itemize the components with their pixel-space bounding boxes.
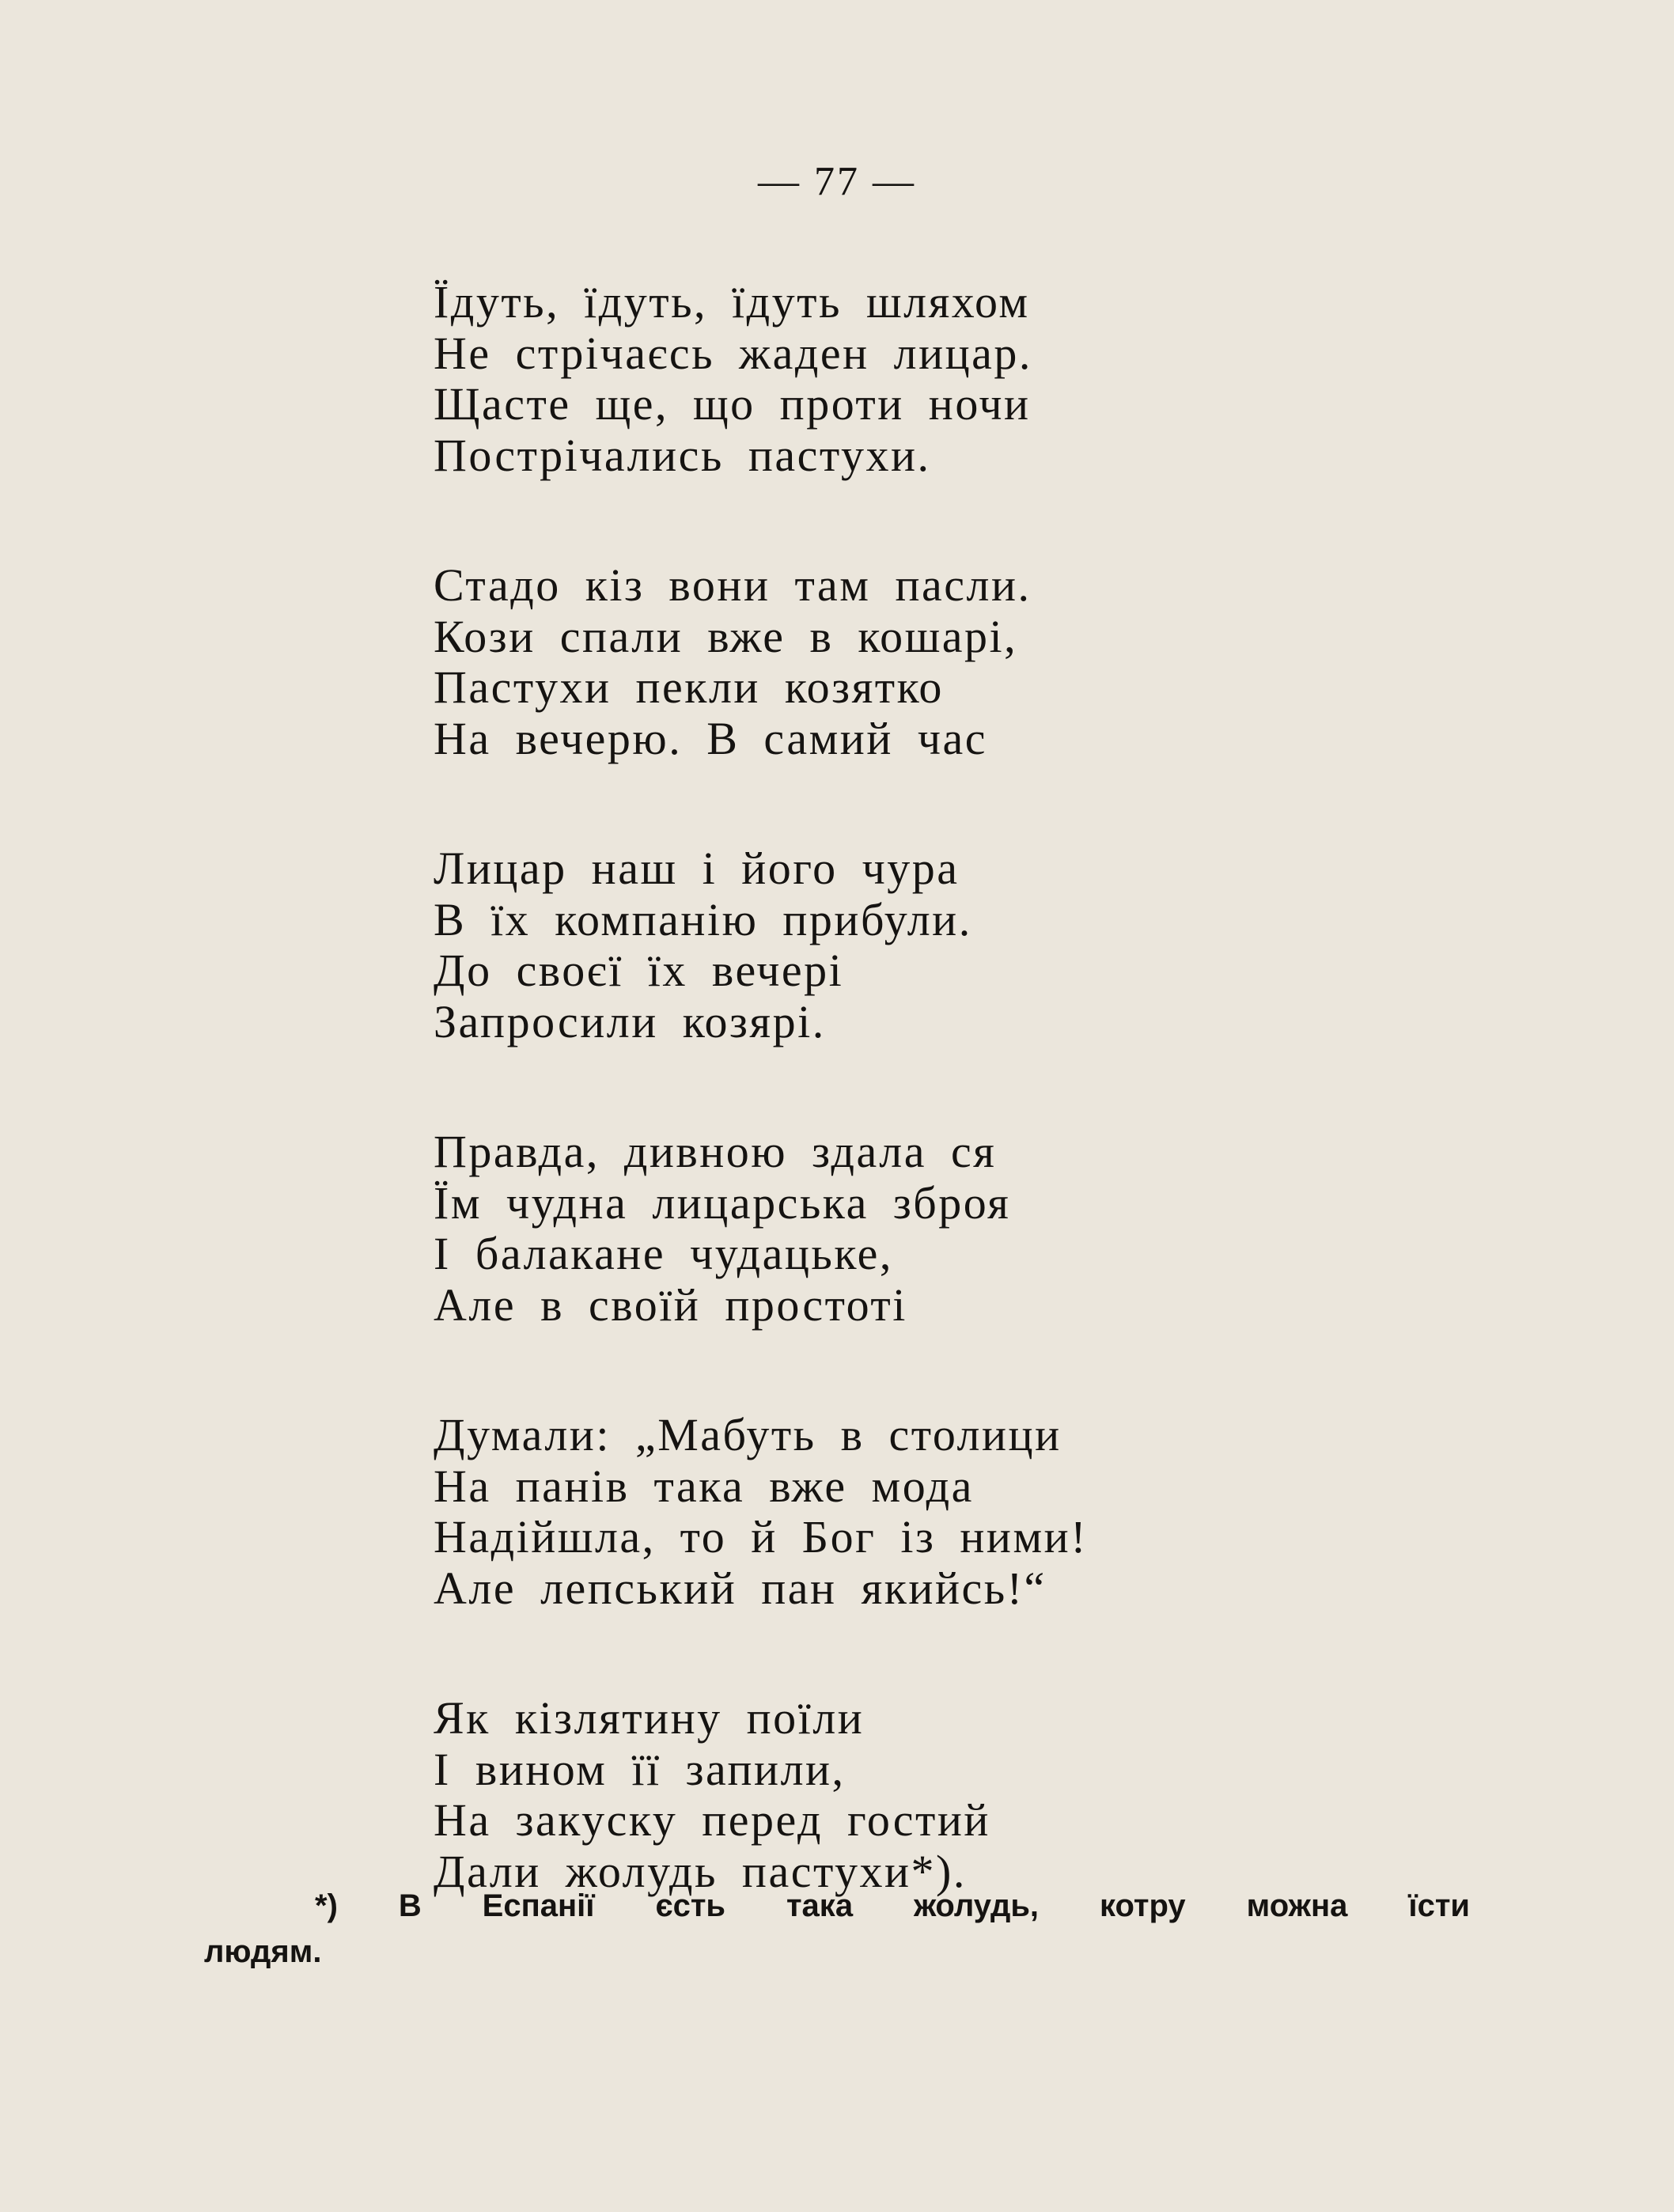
poem-line: Правда, дивною здала ся bbox=[434, 1126, 997, 1177]
footnote-line: людям. bbox=[204, 1934, 322, 1969]
poem-line: Кози спали вже в кошарі, bbox=[434, 610, 1018, 662]
poem-line: Не стрічаєсь жаден лицар. bbox=[434, 327, 1032, 379]
poem-line: Їдуть, їдуть, їдуть шляхом bbox=[434, 276, 1030, 328]
stanza-6 bbox=[434, 1693, 1088, 1897]
stanza-2 bbox=[434, 560, 1088, 764]
footnote bbox=[204, 1883, 1470, 1975]
poem-line: Лицар наш і його чура bbox=[434, 843, 960, 894]
poem-line: Їм чудна лицарська зброя bbox=[434, 1176, 1011, 1229]
poem-line: На вечерю. В самий час bbox=[434, 712, 988, 764]
footnote-line: *) В Еспанії єсть така жолудь, котру можна їсти bbox=[315, 1888, 1470, 1923]
poem-line: Надійшла, то й Бог із ними! bbox=[434, 1511, 1089, 1562]
poem-line: Як кізлятину поїли bbox=[434, 1692, 865, 1744]
poem-line: Запросили козярі. bbox=[434, 995, 826, 1047]
stanza-4 bbox=[434, 1127, 1088, 1331]
poem-line: Щасте ще, що проти ночи bbox=[434, 378, 1031, 430]
poem-line: Стадо кіз вони там пасли. bbox=[434, 559, 1032, 611]
poem-line: Пострічались пастухи. bbox=[434, 429, 931, 481]
poem-line: До своєї їх вечері bbox=[434, 945, 844, 996]
poem-line: На панів така вже мода bbox=[434, 1460, 974, 1512]
poem-line: Думали: „Мабуть в столици bbox=[434, 1409, 1062, 1460]
poem-line: Дали жолудь пастухи*). bbox=[434, 1845, 967, 1897]
stanza-3 bbox=[434, 843, 1088, 1047]
poem-line: На закуску перед гостий bbox=[434, 1794, 990, 1846]
poem-line: Але лепський пан якийсь!“ bbox=[434, 1562, 1047, 1614]
poem-line: Пастухи пекли козятко bbox=[434, 661, 944, 713]
page-number: — 77 — bbox=[758, 159, 916, 204]
poem bbox=[434, 277, 1088, 1897]
stanza-1 bbox=[434, 277, 1088, 481]
poem-line: Але в своїй простоті bbox=[434, 1278, 907, 1331]
poem-line: І вином її запили, bbox=[434, 1743, 846, 1795]
poem-line: В їх компанію прибули. bbox=[434, 893, 972, 945]
stanza-5 bbox=[434, 1410, 1088, 1614]
poem-line: І балакане чудацьке, bbox=[434, 1228, 893, 1279]
